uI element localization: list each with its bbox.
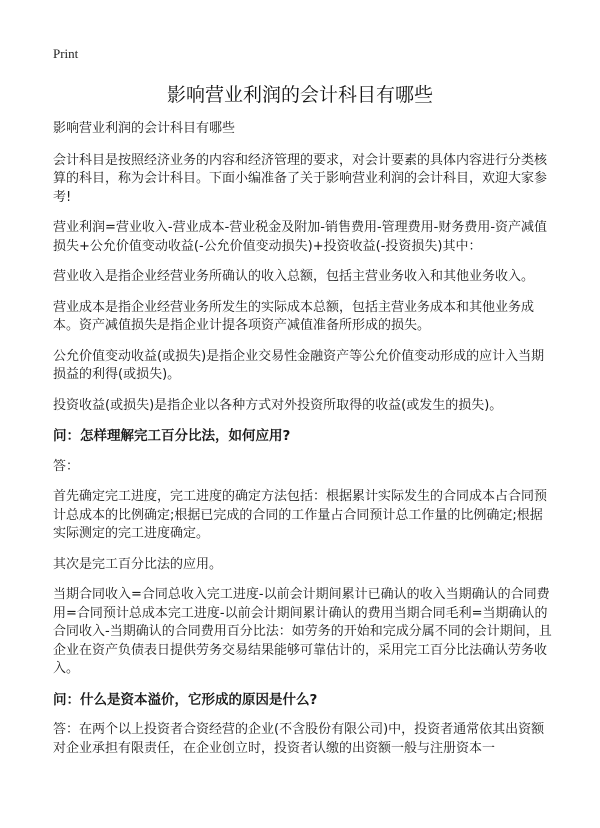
print-label: Print [53,46,79,61]
paragraph-intro: 会计科目是按照经济业务的内容和经济管理的要求，对会计要素的具体内容进行分类核算的科目，称为会计科目。下面小编准备了关于影响营业利润的会计科目，欢迎大家参考! [53,152,548,205]
paragraph-contract: 当期合同收入=合同总收入完工进度-以前会计期间累计已确认的收入当期确认的合同费用=合同预计总成本完工进度-以前会计期间累计确认的费用当期合同毛利=当期确认的合同收入-当期确认的合同费用百分比法：如劳务的开始和完成分属不同的会计期间，且企业在资产负债表日提供劳务交易结果能够可靠估计的，采用完工百分比法确认劳务收入。 [53,587,552,676]
paragraph-fair-value: 公允价值变动收益(或损失)是指企业交易性金融资产等公允价值变动形成的应计入当期损益的利得(或损失)。 [53,348,545,382]
document-body [53,120,553,770]
question-heading: 问：什么是资本溢价，它形成的原因是什么? [53,691,318,708]
document-subtitle: 影响营业利润的会计科目有哪些 [53,121,236,136]
paragraph-cost: 营业成本是指企业经营业务所发生的实际成本总额，包括主营业务成本和其他业务成本。资产减值损失是指企业计提各项资产减值准备所形成的损失。 [53,299,535,333]
page-title: 影响营业利润的会计科目有哪些 [166,84,433,106]
question-heading: 问：怎样理解完工百分比法，如何应用? [53,428,291,444]
answer-label: 答： [53,458,80,474]
paragraph-capital: 答：在两个以上投资者合资经营的企业(不含股份有限公司)中，投资者通常依其出资额对企业承担有限责任，在企业创立时，投资者认缴的出资额一般与注册资本一 [53,722,545,756]
paragraph-progress: 首先确定完工进度，完工进度的确定方法包括：根据累计实际发生的合同成本占合同预计总成本的比例确定;根据已完成的合同的工作量占合同预计总工作量的比例确定;根据实际测定的完工进度确定。 [53,489,548,541]
paragraph-revenue: 营业收入是指企业经营业务所确认的收入总额，包括主营业务收入和其他业务收入。 [53,269,535,284]
paragraph-investment: 投资收益(或损失)是指企业以各种方式对外投资所取得的收益(或发生的损失)。 [53,397,503,413]
paragraph-formula: 营业利润=营业收入-营业成本-营业税金及附加-销售费用-管理费用-财务费用-资产减值损失+公允价值变动收益(-公允价值变动损失)+投资收益(-投资损失)其中： [53,220,548,254]
paragraph-application: 其次是完工百分比法的应用。 [53,556,223,572]
